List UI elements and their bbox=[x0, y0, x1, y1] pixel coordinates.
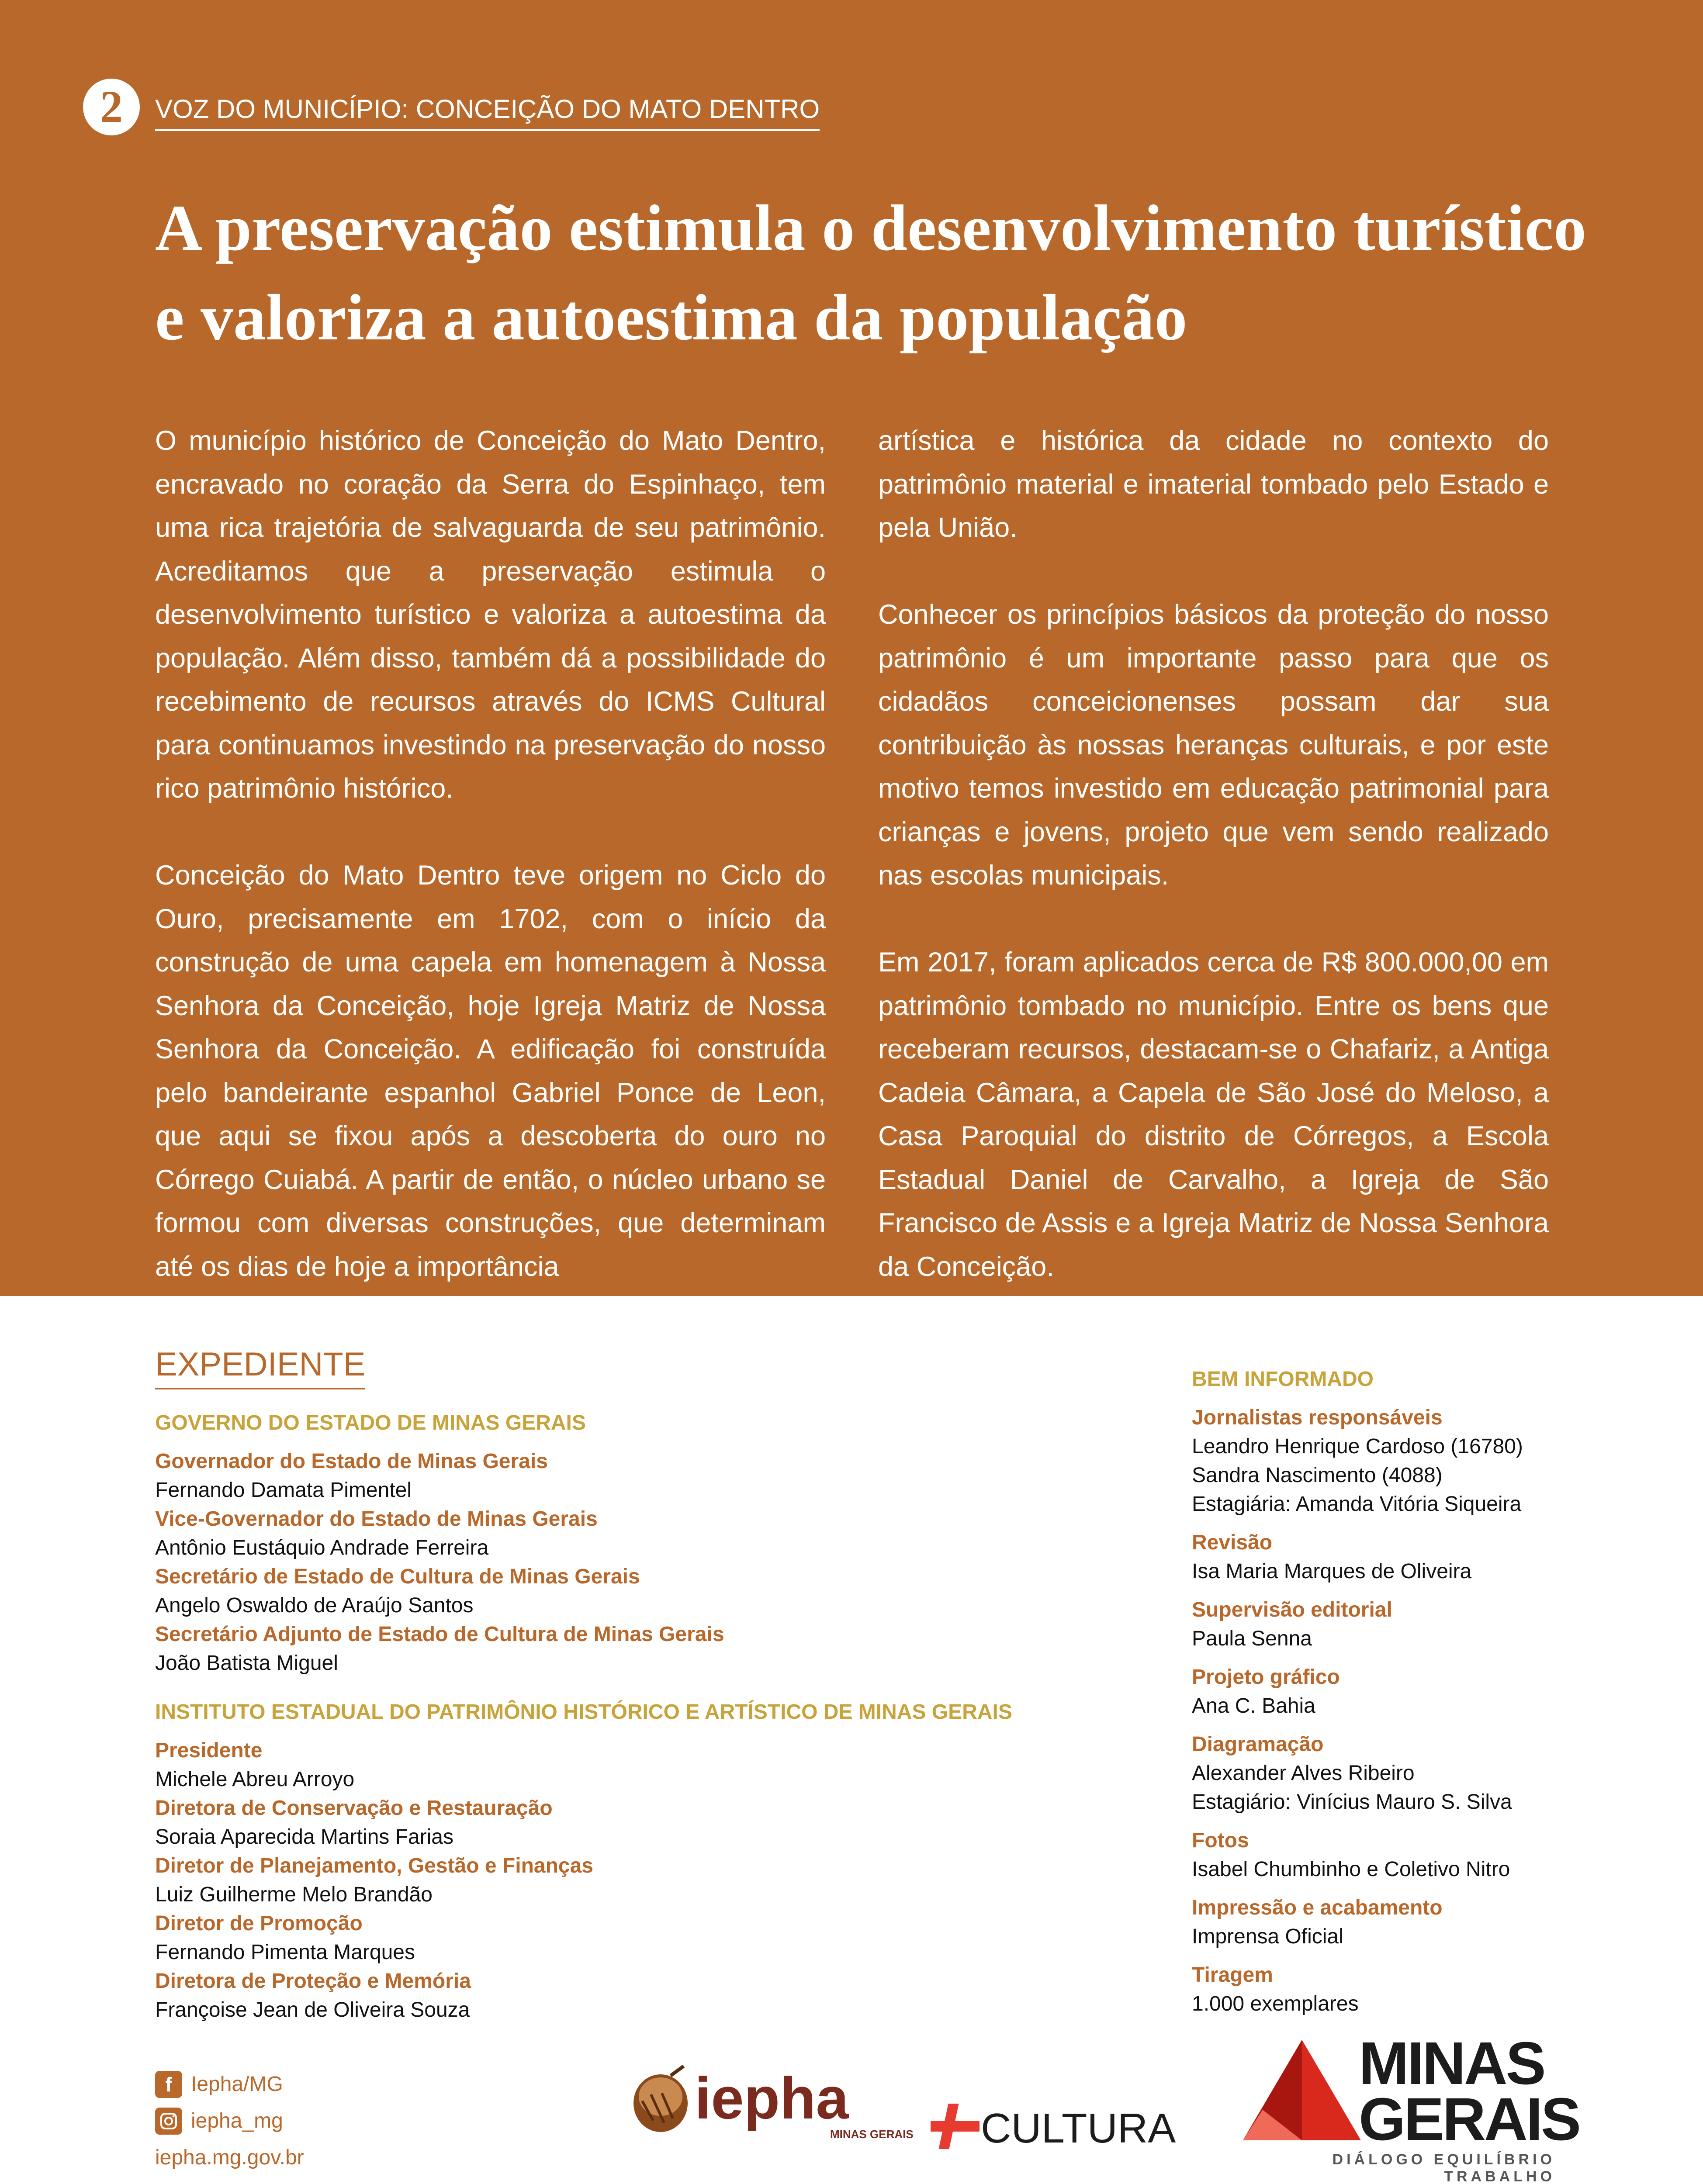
iepha-logo bbox=[629, 2053, 914, 2149]
article-column-left bbox=[155, 419, 826, 1289]
triangle-icon bbox=[1236, 2035, 1363, 2149]
credit-name: Angelo Oswaldo de Araújo Santos bbox=[155, 1594, 474, 1617]
expediente-title: EXPEDIENTE bbox=[155, 1345, 365, 1389]
credit-name: Fernando Pimenta Marques bbox=[155, 1941, 415, 1964]
credit-name: Michele Abreu Arroyo bbox=[155, 1768, 355, 1791]
credit-role: Jornalistas responsáveis bbox=[1192, 1406, 1443, 1429]
instagram-link[interactable] bbox=[155, 2103, 304, 2139]
drum-icon bbox=[633, 2066, 688, 2132]
credit-name: 1.000 exemplares bbox=[1192, 1992, 1359, 2015]
credit-role: Projeto gráfico bbox=[1192, 1666, 1340, 1689]
facebook-icon: f bbox=[155, 2071, 182, 2098]
credit-role: Presidente bbox=[155, 1739, 263, 1762]
credit-name: Leandro Henrique Cardoso (16780) bbox=[1192, 1435, 1523, 1458]
iepha-subtitle: MINAS GERAIS bbox=[830, 2128, 914, 2141]
iepha-wordmark: iepha bbox=[695, 2065, 849, 2131]
article-paragraph: artística e histórica da cidade no contexto do patrimônio material e imaterial tombado pelo Estado e pela União. bbox=[878, 425, 1549, 543]
credit-role: Secretário Adjunto de Estado de Cultura de Minas Gerais bbox=[155, 1623, 724, 1646]
website-link[interactable] bbox=[155, 2139, 304, 2176]
instagram-icon bbox=[155, 2108, 182, 2135]
facebook-handle: Iepha/MG bbox=[191, 2073, 283, 2096]
minas-gerais-wordmark bbox=[1359, 2030, 1580, 2153]
credit-name: Ana C. Bahia bbox=[1192, 1694, 1315, 1717]
gov-heading: GOVERNO DO ESTADO DE MINAS GERAIS bbox=[155, 1411, 586, 1434]
credit-role: Vice-Governador do Estado de Minas Gerais bbox=[155, 1507, 598, 1531]
page-number: 2 bbox=[83, 79, 140, 135]
mais-cultura-logo bbox=[926, 2097, 1206, 2158]
credit-role: Diagramação bbox=[1192, 1733, 1324, 1756]
minas-gerais-tagline: DIÁLOGO EQUILÍBRIO TRABALHO bbox=[1332, 2151, 1555, 2184]
article-paragraph: Conceição do Mato Dentro teve origem no Ciclo do Ouro, precisamente em 1702, com o início da construção de uma capela em homenagem à Nossa Senhora da Conceição, hoje Igreja Matriz de Nossa Senhora da Conceição. A edificação foi construída pelo bandeirante espanhol Gabriel Ponce de Leon, que aqui se fixou após a descoberta do ouro no Córrego Cuiabá. A partir de então, o núcleo urbano se formou com diversas construções, que determinam até os dias de hoje a importância bbox=[155, 860, 826, 1282]
cultura-wordmark: CULTURA bbox=[981, 2105, 1176, 2152]
credit-role: Impressão e acabamento bbox=[1192, 1896, 1443, 1919]
credit-role: Revisão bbox=[1192, 1531, 1273, 1554]
headline: A preservação estimula o desenvolvimento turístico e valoriza a autoestima da população bbox=[155, 192, 1586, 354]
credit-name: Antônio Eustáquio Andrade Ferreira bbox=[155, 1536, 489, 1559]
credit-name: Sandra Nascimento (4088) bbox=[1192, 1464, 1443, 1487]
credit-role: Diretor de Promoção bbox=[155, 1912, 363, 1935]
website-url: iepha.mg.gov.br bbox=[155, 2146, 304, 2169]
credit-name: Paula Senna bbox=[1192, 1627, 1312, 1650]
credit-name: Isabel Chumbinho e Coletivo Nitro bbox=[1192, 1858, 1510, 1881]
article-paragraph: Conhecer os princípios básicos da proteção do nosso patrimônio é um importante passo para que os cidadãos conceicionenses possam dar sua contribuição às nossas heranças culturais, e por este motivo temos investido em educação patrimonial para crianças e jovens, projeto que vem sendo realizado nas escolas municipais. bbox=[878, 599, 1549, 891]
credit-role: Fotos bbox=[1192, 1829, 1249, 1852]
credits-right bbox=[1192, 1365, 1585, 2018]
credit-role: Supervisão editorial bbox=[1192, 1598, 1392, 1621]
credit-name: Soraia Aparecida Martins Farias bbox=[155, 1825, 453, 1849]
credit-role: Governador do Estado de Minas Gerais bbox=[155, 1450, 548, 1473]
bem-informado-heading: BEM INFORMADO bbox=[1192, 1368, 1374, 1391]
article-paragraph: Em 2017, foram aplicados cerca de R$ 800.000,00 em patrimônio tombado no município. Entre os bens que receberam recursos, destacam-se o Chafariz, a Antiga Cadeia Câmara, a Capela de São José do Meloso, a Casa Paroquial do distrito de Córregos, a Escola Estadual Daniel de Carvalho, a Igreja de São Francisco de Assis e a Igreja Matriz de Nossa Senhora da Conceição. bbox=[878, 947, 1549, 1282]
instagram-handle: iepha_mg bbox=[191, 2109, 283, 2132]
facebook-link[interactable] bbox=[155, 2066, 304, 2103]
credit-role: Tiragem bbox=[1192, 1963, 1273, 1987]
credit-role: Secretário de Estado de Cultura de Minas Gerais bbox=[155, 1565, 640, 1588]
signature: Prefeito José Fernando Aparecido de Oliveira bbox=[878, 1338, 1474, 1369]
credit-role: Diretora de Proteção e Memória bbox=[155, 1970, 471, 1993]
article-paragraph: O município histórico de Conceição do Mato Dentro, encravado no coração da Serra do Espinhaço, tem uma rica trajetória de salvaguarda de seu patrimônio. Acreditamos que a preservação estimula o desenvolvimento turístico e valoriza a autoestima da população. Além disso, também dá a possibilidade do recebimento de recursos através do ICMS Cultural para continuamos investindo na preservação do nosso rico patrimônio histórico. bbox=[155, 425, 826, 804]
credit-role: Diretor de Planejamento, Gestão e Finanças bbox=[155, 1854, 593, 1877]
section-label: VOZ DO MUNICÍPIO: CONCEIÇÃO DO MATO DENTRO bbox=[155, 94, 820, 131]
credit-name: Françoise Jean de Oliveira Souza bbox=[155, 1998, 470, 2022]
article-column-right bbox=[878, 419, 1549, 1375]
credit-role: Diretora de Conservação e Restauração bbox=[155, 1797, 553, 1820]
gerais-text: GERAIS bbox=[1359, 2086, 1580, 2153]
credit-name: Alexander Alves Ribeiro bbox=[1192, 1762, 1415, 1785]
credit-name: Imprensa Oficial bbox=[1192, 1925, 1343, 1948]
credit-name: Estagiária: Amanda Vitória Siqueira bbox=[1192, 1493, 1522, 1516]
credit-name: Luiz Guilherme Melo Brandão bbox=[155, 1883, 433, 1906]
credit-name: Fernando Damata Pimentel bbox=[155, 1479, 412, 1502]
credit-name: Isa Maria Marques de Oliveira bbox=[1192, 1560, 1472, 1583]
credit-name: João Batista Miguel bbox=[155, 1652, 338, 1675]
social-links bbox=[155, 2066, 304, 2176]
minas-text: MINAS bbox=[1359, 2030, 1544, 2097]
plus-icon bbox=[931, 2104, 980, 2149]
minas-gerais-logo bbox=[1236, 2030, 1580, 2184]
credit-name: Estagiário: Vinícius Mauro S. Silva bbox=[1192, 1790, 1512, 1814]
credits-left bbox=[155, 1409, 1116, 2025]
iepha-heading: INSTITUTO ESTADUAL DO PATRIMÔNIO HISTÓRICO E ARTÍSTICO DE MINAS GERAIS bbox=[155, 1700, 1012, 1724]
